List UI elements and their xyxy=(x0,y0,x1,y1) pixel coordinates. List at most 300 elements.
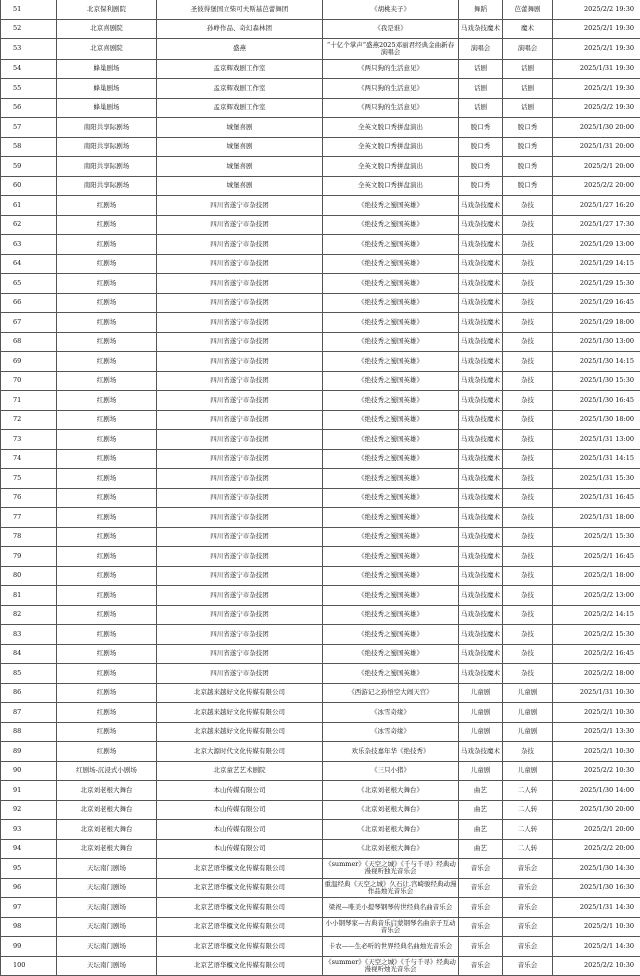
schedule-rows xyxy=(1,0,640,976)
cell-program: 全英文脱口秀拼盘演出 xyxy=(323,176,459,196)
table-row xyxy=(1,176,640,196)
cell-category: 曲艺 xyxy=(459,820,503,840)
cell-category: 儿童剧 xyxy=(459,722,503,742)
cell-category: 儿童剧 xyxy=(459,703,503,723)
cell-showtime: 2025/1/29 13:00 xyxy=(553,235,640,255)
table-row xyxy=(1,917,640,937)
cell-organizer: 北京艺语华櫃文化传媒有限公司 xyxy=(157,937,323,957)
cell-genre: 话剧 xyxy=(503,79,553,99)
cell-venue: 红剧场 xyxy=(57,274,157,294)
cell-program: 《绝技秀之蜀国英雄》 xyxy=(323,254,459,274)
cell-category: 脱口秀 xyxy=(459,137,503,157)
cell-program: 《北京刘老根大舞台》 xyxy=(323,800,459,820)
cell-category: 马戏杂技魔术 xyxy=(459,352,503,372)
table-row xyxy=(1,118,640,138)
cell-showtime: 2025/1/29 15:30 xyxy=(553,274,640,294)
cell-row-number: 66 xyxy=(1,293,57,313)
table-row xyxy=(1,586,640,606)
cell-organizer: 四川省遂宁市杂技团 xyxy=(157,605,323,625)
table-row xyxy=(1,859,640,879)
cell-organizer: 四川省遂宁市杂技团 xyxy=(157,332,323,352)
cell-program: 《summer》《天空之城》《千与千寻》经典动漫视听烛光音乐会 xyxy=(323,956,459,976)
cell-organizer: 北京大源时代文化传媒有限公司 xyxy=(157,742,323,762)
cell-category: 儿童剧 xyxy=(459,761,503,781)
cell-row-number: 81 xyxy=(1,586,57,606)
cell-venue: 红剧场 xyxy=(57,625,157,645)
cell-genre: 杂技 xyxy=(503,196,553,216)
cell-row-number: 98 xyxy=(1,917,57,937)
cell-row-number: 100 xyxy=(1,956,57,976)
cell-venue: 红剧场 xyxy=(57,332,157,352)
cell-program: 《冰雪奇缘》 xyxy=(323,722,459,742)
cell-category: 马戏杂技魔术 xyxy=(459,508,503,528)
cell-showtime: 2025/2/2 18:00 xyxy=(553,664,640,684)
cell-row-number: 76 xyxy=(1,488,57,508)
cell-row-number: 72 xyxy=(1,410,57,430)
table-row xyxy=(1,352,640,372)
cell-category: 马戏杂技魔术 xyxy=(459,215,503,235)
table-row xyxy=(1,527,640,547)
cell-program: 《绝技秀之蜀国英雄》 xyxy=(323,469,459,489)
cell-program: 《绝技秀之蜀国英雄》 xyxy=(323,566,459,586)
cell-organizer: 孟京辉戏剧工作室 xyxy=(157,98,323,118)
cell-program: 欢乐杂技嘉年华《绝技秀》 xyxy=(323,742,459,762)
cell-organizer: 四川省遂宁市杂技团 xyxy=(157,469,323,489)
cell-venue: 红剧场 xyxy=(57,352,157,372)
cell-organizer: 四川省遂宁市杂技团 xyxy=(157,527,323,547)
cell-genre: 音乐会 xyxy=(503,898,553,918)
cell-genre: 杂技 xyxy=(503,352,553,372)
cell-showtime: 2025/1/30 16:30 xyxy=(553,878,640,898)
cell-venue: 红剧场 xyxy=(57,235,157,255)
cell-program: 《绝技秀之蜀国英雄》 xyxy=(323,410,459,430)
cell-category: 马戏杂技魔术 xyxy=(459,254,503,274)
cell-genre: 脱口秀 xyxy=(503,118,553,138)
cell-category: 音乐会 xyxy=(459,956,503,976)
cell-organizer: 四川省遂宁市杂技团 xyxy=(157,274,323,294)
cell-venue: 红剧场 xyxy=(57,371,157,391)
cell-showtime: 2025/2/1 10:30 xyxy=(553,742,640,762)
cell-organizer: 四川省遂宁市杂技团 xyxy=(157,313,323,333)
cell-program: 《绝技秀之蜀国英雄》 xyxy=(323,274,459,294)
cell-program: 全英文脱口秀拼盘演出 xyxy=(323,157,459,177)
cell-showtime: 2025/2/2 14:15 xyxy=(553,605,640,625)
cell-showtime: 2025/2/1 10:30 xyxy=(553,917,640,937)
cell-program: 《两只狗的生活意见》 xyxy=(323,98,459,118)
cell-program: 《绝技秀之蜀国英雄》 xyxy=(323,527,459,547)
cell-genre: 音乐会 xyxy=(503,917,553,937)
cell-program: 卡农——生必听的世界经典名曲烛光音乐会 xyxy=(323,937,459,957)
table-row xyxy=(1,644,640,664)
cell-showtime: 2025/1/31 19:30 xyxy=(553,59,640,79)
cell-showtime: 2025/2/1 19:30 xyxy=(553,39,640,60)
cell-category: 马戏杂技魔术 xyxy=(459,488,503,508)
cell-program: 《西游记之孙悟空大闹天宫》 xyxy=(323,683,459,703)
table-row xyxy=(1,254,640,274)
table-row xyxy=(1,956,640,976)
table-row xyxy=(1,137,640,157)
cell-category: 马戏杂技魔术 xyxy=(459,332,503,352)
cell-organizer: 北京越来越好文化传媒有限公司 xyxy=(157,683,323,703)
cell-category: 马戏杂技魔术 xyxy=(459,664,503,684)
cell-showtime: 2025/2/2 20:00 xyxy=(553,176,640,196)
cell-organizer: 四川省遂宁市杂技团 xyxy=(157,586,323,606)
table-row xyxy=(1,722,640,742)
cell-organizer: 四川省遂宁市杂技团 xyxy=(157,644,323,664)
cell-genre: 杂技 xyxy=(503,664,553,684)
cell-organizer: 四川省遂宁市杂技团 xyxy=(157,391,323,411)
table-row xyxy=(1,469,640,489)
cell-category: 马戏杂技魔术 xyxy=(459,566,503,586)
cell-row-number: 63 xyxy=(1,235,57,255)
cell-genre: 脱口秀 xyxy=(503,137,553,157)
cell-organizer: 四川省遂宁市杂技团 xyxy=(157,430,323,450)
cell-program: 《绝技秀之蜀国英雄》 xyxy=(323,235,459,255)
cell-showtime: 2025/2/1 18:00 xyxy=(553,566,640,586)
cell-genre: 二人转 xyxy=(503,800,553,820)
cell-row-number: 56 xyxy=(1,98,57,118)
table-row xyxy=(1,820,640,840)
table-row xyxy=(1,235,640,255)
table-row xyxy=(1,98,640,118)
table-row xyxy=(1,898,640,918)
cell-venue: 红剧场 xyxy=(57,196,157,216)
cell-showtime: 2025/2/1 10:30 xyxy=(553,703,640,723)
cell-row-number: 53 xyxy=(1,39,57,60)
cell-organizer: 四川省遂宁市杂技团 xyxy=(157,547,323,567)
cell-program: 梁祝—唯美小提琴钢琴传世经典名曲音乐会 xyxy=(323,898,459,918)
cell-row-number: 92 xyxy=(1,800,57,820)
cell-row-number: 99 xyxy=(1,937,57,957)
cell-showtime: 2025/1/31 18:00 xyxy=(553,508,640,528)
cell-program: 《绝技秀之蜀国英雄》 xyxy=(323,215,459,235)
table-row xyxy=(1,800,640,820)
cell-showtime: 2025/1/30 15:30 xyxy=(553,371,640,391)
cell-genre: 音乐会 xyxy=(503,878,553,898)
cell-category: 儿童剧 xyxy=(459,683,503,703)
cell-showtime: 2025/2/1 14:30 xyxy=(553,937,640,957)
cell-venue: 红剧场 xyxy=(57,566,157,586)
table-row xyxy=(1,215,640,235)
cell-program: 《绝技秀之蜀国英雄》 xyxy=(323,430,459,450)
cell-organizer: 四川省遂宁市杂技团 xyxy=(157,508,323,528)
cell-row-number: 69 xyxy=(1,352,57,372)
cell-organizer: 四川省遂宁市杂技团 xyxy=(157,625,323,645)
cell-category: 马戏杂技魔术 xyxy=(459,371,503,391)
table-row xyxy=(1,293,640,313)
table-row xyxy=(1,0,640,19)
table-row xyxy=(1,332,640,352)
cell-row-number: 80 xyxy=(1,566,57,586)
cell-genre: 杂技 xyxy=(503,742,553,762)
cell-genre: 杂技 xyxy=(503,547,553,567)
cell-row-number: 61 xyxy=(1,196,57,216)
cell-venue: 红剧场 xyxy=(57,527,157,547)
cell-row-number: 77 xyxy=(1,508,57,528)
cell-genre: 二人转 xyxy=(503,839,553,859)
cell-genre: 杂技 xyxy=(503,332,553,352)
cell-row-number: 91 xyxy=(1,781,57,801)
cell-organizer: 圣彼得堡国立柴可夫斯基芭蕾舞团 xyxy=(157,0,323,19)
cell-showtime: 2025/1/29 14:15 xyxy=(553,254,640,274)
cell-showtime: 2025/2/2 20:00 xyxy=(553,839,640,859)
cell-venue: 北京保利剧院 xyxy=(57,0,157,19)
cell-organizer: 四川省遂宁市杂技团 xyxy=(157,664,323,684)
cell-row-number: 89 xyxy=(1,742,57,762)
cell-category: 马戏杂技魔术 xyxy=(459,527,503,547)
cell-row-number: 54 xyxy=(1,59,57,79)
cell-genre: 儿童剧 xyxy=(503,683,553,703)
cell-organizer: 四川省遂宁市杂技团 xyxy=(157,371,323,391)
cell-row-number: 83 xyxy=(1,625,57,645)
cell-genre: 脱口秀 xyxy=(503,176,553,196)
cell-organizer: 本山传媒有限公司 xyxy=(157,781,323,801)
table-row xyxy=(1,605,640,625)
cell-genre: 杂技 xyxy=(503,508,553,528)
cell-row-number: 79 xyxy=(1,547,57,567)
cell-venue: 天坛南门剧场 xyxy=(57,859,157,879)
cell-showtime: 2025/2/1 15:30 xyxy=(553,527,640,547)
table-row xyxy=(1,19,640,39)
cell-row-number: 95 xyxy=(1,859,57,879)
cell-showtime: 2025/2/2 16:45 xyxy=(553,644,640,664)
cell-row-number: 74 xyxy=(1,449,57,469)
cell-showtime: 2025/1/29 18:00 xyxy=(553,313,640,333)
cell-row-number: 78 xyxy=(1,527,57,547)
cell-program: 《绝技秀之蜀国英雄》 xyxy=(323,352,459,372)
cell-venue: 红剧场-沉浸式小剧场 xyxy=(57,761,157,781)
cell-genre: 脱口秀 xyxy=(503,157,553,177)
cell-venue: 天坛南门剧场 xyxy=(57,878,157,898)
cell-showtime: 2025/1/30 13:00 xyxy=(553,332,640,352)
table-row xyxy=(1,625,640,645)
cell-category: 音乐会 xyxy=(459,937,503,957)
cell-category: 马戏杂技魔术 xyxy=(459,430,503,450)
cell-row-number: 85 xyxy=(1,664,57,684)
cell-row-number: 88 xyxy=(1,722,57,742)
cell-organizer: 本山传媒有限公司 xyxy=(157,839,323,859)
cell-showtime: 2025/1/31 15:30 xyxy=(553,469,640,489)
cell-program: 全英文脱口秀拼盘演出 xyxy=(323,137,459,157)
cell-venue: 南阳共享际剧场 xyxy=(57,137,157,157)
cell-showtime: 2025/1/31 10:30 xyxy=(553,683,640,703)
cell-row-number: 73 xyxy=(1,430,57,450)
cell-genre: 儿童剧 xyxy=(503,703,553,723)
table-row xyxy=(1,839,640,859)
cell-organizer: 城堡喜剧 xyxy=(157,137,323,157)
cell-showtime: 2025/1/31 13:00 xyxy=(553,430,640,450)
cell-venue: 红剧场 xyxy=(57,469,157,489)
cell-organizer: 孙峥作品、奇幻森林团 xyxy=(157,19,323,39)
cell-showtime: 2025/1/30 16:45 xyxy=(553,391,640,411)
cell-organizer: 四川省遂宁市杂技团 xyxy=(157,293,323,313)
cell-program: 《绝技秀之蜀国英雄》 xyxy=(323,196,459,216)
cell-category: 音乐会 xyxy=(459,898,503,918)
cell-category: 脱口秀 xyxy=(459,157,503,177)
cell-organizer: 四川省遂宁市杂技团 xyxy=(157,196,323,216)
cell-venue: 红剧场 xyxy=(57,488,157,508)
table-row xyxy=(1,39,640,60)
cell-row-number: 59 xyxy=(1,157,57,177)
cell-venue: 蜂巢剧场 xyxy=(57,79,157,99)
cell-category: 曲艺 xyxy=(459,800,503,820)
cell-program: 《绝技秀之蜀国英雄》 xyxy=(323,391,459,411)
cell-category: 马戏杂技魔术 xyxy=(459,586,503,606)
table-row xyxy=(1,79,640,99)
cell-venue: 红剧场 xyxy=(57,254,157,274)
cell-genre: 杂技 xyxy=(503,313,553,333)
cell-genre: 儿童剧 xyxy=(503,722,553,742)
cell-program: 《两只狗的生活意见》 xyxy=(323,59,459,79)
cell-genre: 魔术 xyxy=(503,19,553,39)
cell-genre: 杂技 xyxy=(503,586,553,606)
cell-showtime: 2025/2/1 13:30 xyxy=(553,722,640,742)
cell-venue: 红剧场 xyxy=(57,703,157,723)
table-row xyxy=(1,274,640,294)
cell-row-number: 86 xyxy=(1,683,57,703)
cell-category: 马戏杂技魔术 xyxy=(459,410,503,430)
cell-program: 小小钢琴家—古典音乐启蒙钢琴名曲亲子互动音乐会 xyxy=(323,917,459,937)
cell-showtime: 2025/2/2 10:30 xyxy=(553,956,640,976)
cell-category: 音乐会 xyxy=(459,878,503,898)
cell-showtime: 2025/1/31 14:30 xyxy=(553,898,640,918)
cell-program: “十亿个掌声”盛燕2025邓丽君经典金曲新春演唱会 xyxy=(323,39,459,60)
cell-venue: 红剧场 xyxy=(57,547,157,567)
cell-category: 马戏杂技魔术 xyxy=(459,235,503,255)
cell-program: 《北京刘老根大舞台》 xyxy=(323,781,459,801)
cell-organizer: 四川省遂宁市杂技团 xyxy=(157,566,323,586)
cell-program: 《三只小猪》 xyxy=(323,761,459,781)
cell-program: 重温经典《天空之城》久石让.宫崎骏经典动漫作品烛光音乐会 xyxy=(323,878,459,898)
cell-organizer: 北京童艺艺术剧院 xyxy=(157,761,323,781)
cell-category: 音乐会 xyxy=(459,917,503,937)
cell-category: 曲艺 xyxy=(459,781,503,801)
cell-organizer: 城堡喜剧 xyxy=(157,157,323,177)
cell-row-number: 67 xyxy=(1,313,57,333)
cell-program: 《绝技秀之蜀国英雄》 xyxy=(323,605,459,625)
cell-row-number: 52 xyxy=(1,19,57,39)
cell-row-number: 51 xyxy=(1,0,57,19)
cell-venue: 红剧场 xyxy=(57,742,157,762)
table-row xyxy=(1,878,640,898)
table-row xyxy=(1,196,640,216)
cell-program: 《绝技秀之蜀国英雄》 xyxy=(323,293,459,313)
cell-genre: 杂技 xyxy=(503,430,553,450)
cell-showtime: 2025/1/27 17:30 xyxy=(553,215,640,235)
cell-row-number: 87 xyxy=(1,703,57,723)
cell-showtime: 2025/1/29 16:45 xyxy=(553,293,640,313)
cell-showtime: 2025/2/2 19:30 xyxy=(553,98,640,118)
cell-showtime: 2025/2/2 13:00 xyxy=(553,586,640,606)
cell-program: 《胡桃夹子》 xyxy=(323,0,459,19)
cell-organizer: 四川省遂宁市杂技团 xyxy=(157,254,323,274)
cell-venue: 红剧场 xyxy=(57,410,157,430)
table-row xyxy=(1,488,640,508)
cell-venue: 北京喜剧院 xyxy=(57,39,157,60)
cell-showtime: 2025/1/31 16:45 xyxy=(553,488,640,508)
table-row xyxy=(1,781,640,801)
table-row xyxy=(1,664,640,684)
cell-showtime: 2025/1/30 14:30 xyxy=(553,859,640,879)
cell-row-number: 68 xyxy=(1,332,57,352)
cell-program: 《北京刘老根大舞台》 xyxy=(323,820,459,840)
cell-venue: 红剧场 xyxy=(57,391,157,411)
cell-venue: 红剧场 xyxy=(57,664,157,684)
cell-genre: 演唱会 xyxy=(503,39,553,60)
cell-genre: 杂技 xyxy=(503,488,553,508)
cell-venue: 红剧场 xyxy=(57,215,157,235)
cell-program: 《绝技秀之蜀国英雄》 xyxy=(323,508,459,528)
cell-category: 马戏杂技魔术 xyxy=(459,449,503,469)
cell-genre: 音乐会 xyxy=(503,859,553,879)
cell-category: 马戏杂技魔术 xyxy=(459,547,503,567)
cell-organizer: 北京艺语华櫃文化传媒有限公司 xyxy=(157,917,323,937)
cell-venue: 南阳共享际剧场 xyxy=(57,157,157,177)
cell-organizer: 本山传媒有限公司 xyxy=(157,800,323,820)
cell-category: 马戏杂技魔术 xyxy=(459,274,503,294)
table-row xyxy=(1,683,640,703)
cell-venue: 红剧场 xyxy=(57,605,157,625)
cell-program: 《绝技秀之蜀国英雄》 xyxy=(323,371,459,391)
cell-venue: 蜂巢剧场 xyxy=(57,59,157,79)
cell-program: 《绝技秀之蜀国英雄》 xyxy=(323,644,459,664)
cell-venue: 天坛南门剧场 xyxy=(57,937,157,957)
cell-row-number: 97 xyxy=(1,898,57,918)
cell-row-number: 90 xyxy=(1,761,57,781)
cell-organizer: 四川省遂宁市杂技团 xyxy=(157,235,323,255)
cell-genre: 杂技 xyxy=(503,527,553,547)
cell-program: 《绝技秀之蜀国英雄》 xyxy=(323,449,459,469)
table-row xyxy=(1,313,640,333)
cell-row-number: 62 xyxy=(1,215,57,235)
cell-category: 马戏杂技魔术 xyxy=(459,644,503,664)
table-row xyxy=(1,449,640,469)
cell-organizer: 北京艺语华櫃文化传媒有限公司 xyxy=(157,956,323,976)
cell-venue: 北京刘老根大舞台 xyxy=(57,781,157,801)
cell-venue: 红剧场 xyxy=(57,293,157,313)
cell-row-number: 57 xyxy=(1,118,57,138)
cell-showtime: 2025/2/2 15:30 xyxy=(553,625,640,645)
cell-showtime: 2025/1/30 18:00 xyxy=(553,410,640,430)
cell-organizer: 盛燕 xyxy=(157,39,323,60)
cell-program: 《两只狗的生活意见》 xyxy=(323,79,459,99)
cell-row-number: 60 xyxy=(1,176,57,196)
table-row xyxy=(1,59,640,79)
cell-category: 马戏杂技魔术 xyxy=(459,19,503,39)
cell-venue: 北京刘老根大舞台 xyxy=(57,800,157,820)
cell-category: 话剧 xyxy=(459,59,503,79)
cell-program: 《冰雪奇缘》 xyxy=(323,703,459,723)
cell-organizer: 四川省遂宁市杂技团 xyxy=(157,352,323,372)
cell-row-number: 64 xyxy=(1,254,57,274)
cell-genre: 芭蕾舞剧 xyxy=(503,0,553,19)
cell-genre: 杂技 xyxy=(503,274,553,294)
table-row xyxy=(1,157,640,177)
cell-genre: 音乐会 xyxy=(503,937,553,957)
cell-genre: 杂技 xyxy=(503,566,553,586)
cell-category: 马戏杂技魔术 xyxy=(459,391,503,411)
cell-venue: 天坛南门剧场 xyxy=(57,956,157,976)
cell-venue: 红剧场 xyxy=(57,508,157,528)
cell-venue: 蜂巢剧场 xyxy=(57,98,157,118)
table-row xyxy=(1,937,640,957)
cell-category: 马戏杂技魔术 xyxy=(459,196,503,216)
cell-genre: 杂技 xyxy=(503,235,553,255)
cell-organizer: 四川省遂宁市杂技团 xyxy=(157,449,323,469)
cell-showtime: 2025/1/31 14:15 xyxy=(553,449,640,469)
cell-category: 马戏杂技魔术 xyxy=(459,469,503,489)
cell-row-number: 96 xyxy=(1,878,57,898)
